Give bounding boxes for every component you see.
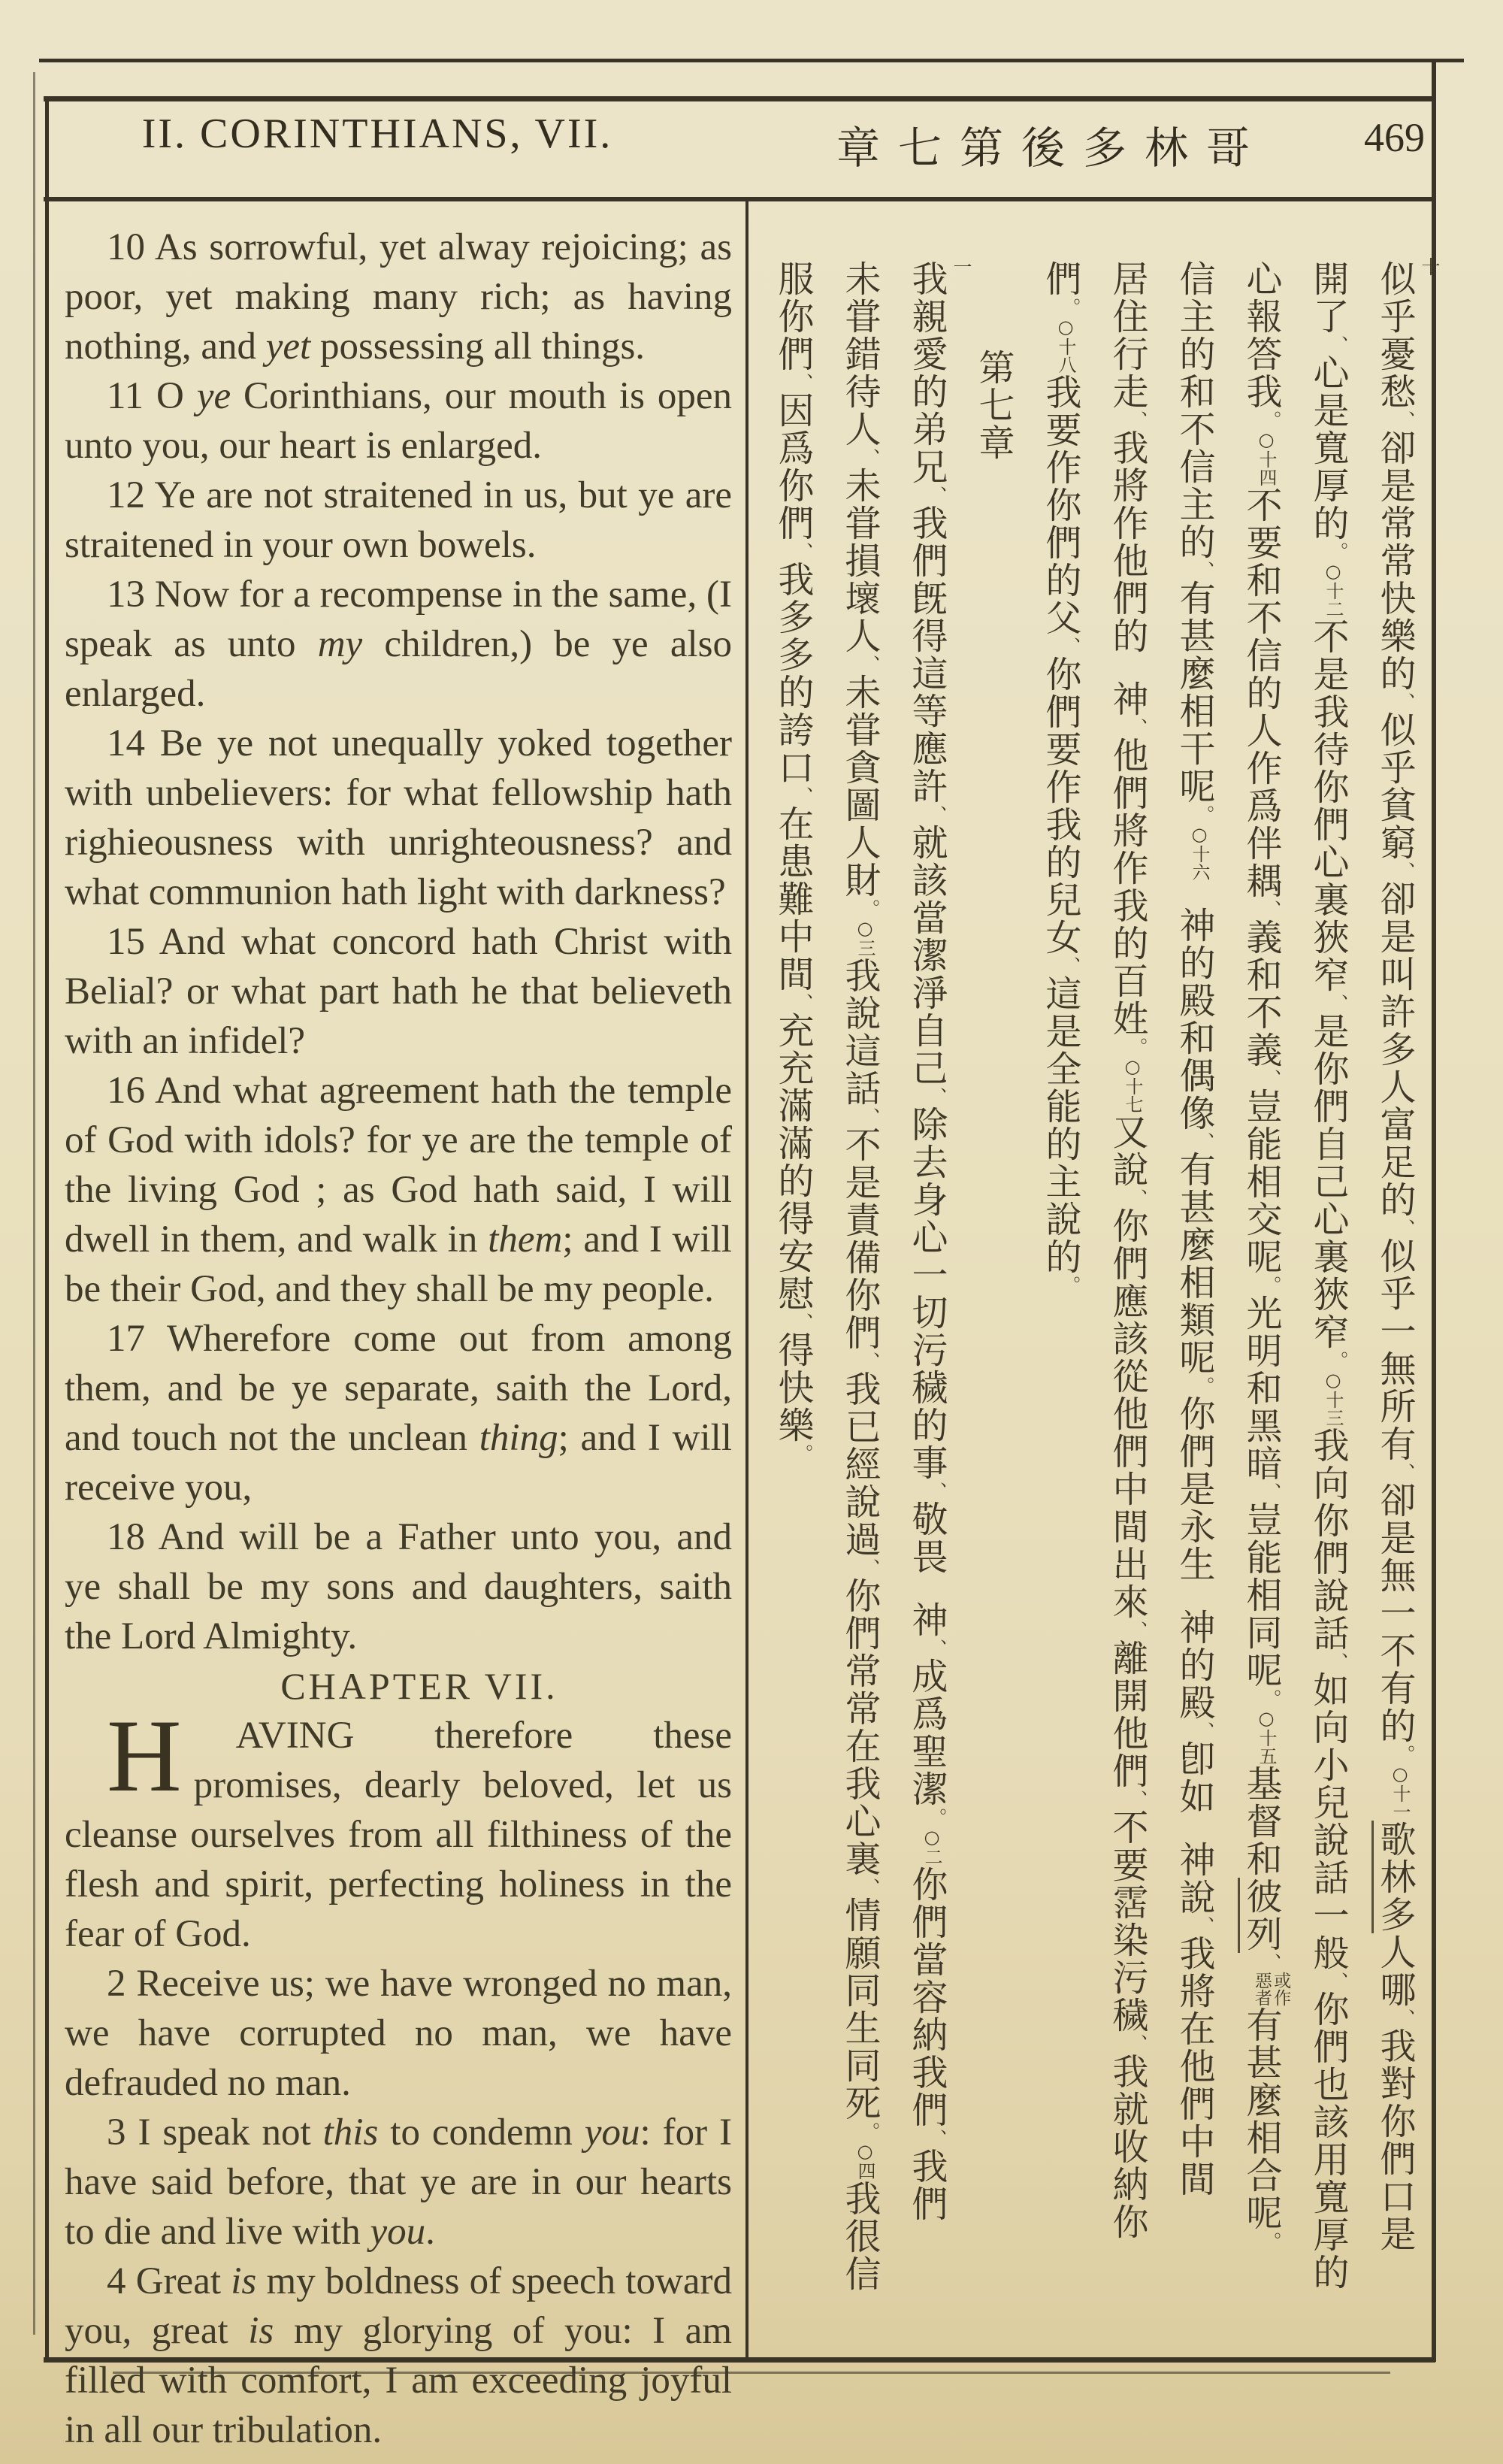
chinese-punctuation: 、 xyxy=(859,1352,881,1370)
chinese-text-run: 神說 xyxy=(1173,1841,1215,1916)
chinese-punctuation: 。 xyxy=(1260,1689,1282,1708)
chinese-text-run: 居住行走 xyxy=(1106,260,1148,410)
chinese-punctuation: 、 xyxy=(859,1558,881,1577)
verse-number-marker: ○十八 xyxy=(1055,316,1076,374)
chinese-text-run: 卻是無一不有的 xyxy=(1374,1482,1416,1745)
verse-paragraph: 14 Be ye not unequally yoked together with unbelievers: for what fellowship hath righieousness with unrighteousness? and what communion hath light with darkness? xyxy=(65,722,732,913)
verse-paragraph: 10 As sorrowful, yet alway rejoicing; as poor, yet making many rich; as having nothing, and yet possessing all things. xyxy=(65,226,732,368)
verse-number-marker: 一 xyxy=(951,257,972,276)
verse-paragraph: 15 And what concord hath Christ with Belial? or what part hath he that believeth with an infidel? xyxy=(65,921,732,1062)
chinese-text-run: 如向小兒說話一般 xyxy=(1307,1671,1349,1972)
chinese-punctuation: 、 xyxy=(1060,637,1081,655)
chinese-punctuation: 、 xyxy=(859,448,881,467)
chinese-text-run: 離開他們 xyxy=(1106,1639,1148,1790)
chinese-text-run: 情願同生同死 xyxy=(839,1896,881,2122)
chinese-text-run: 你們也該用寬厚的 xyxy=(1307,1990,1349,2291)
chinese-punctuation: 、 xyxy=(792,373,814,392)
chinese-text-run: 心報答我 xyxy=(1240,260,1282,410)
chinese-punctuation: 、 xyxy=(1327,1972,1349,1990)
chinese-punctuation: 、 xyxy=(1394,1463,1416,1482)
chinese-punctuation: 、 xyxy=(1126,410,1148,429)
chinese-text-column xyxy=(1093,260,1160,2365)
chinese-text-area xyxy=(758,257,1441,2365)
top-inner-border xyxy=(44,96,1435,101)
verse-paragraph: 11 O ye Corinthians, our mouth is open unto you, our heart is enlarged. xyxy=(65,375,732,467)
chinese-punctuation: 、 xyxy=(926,486,948,504)
verse-number-marker: 十 xyxy=(1419,257,1441,276)
honorific-space xyxy=(1193,1583,1195,1609)
chinese-punctuation: 、 xyxy=(1126,1621,1148,1639)
chinese-text-run: 光明和黑暗 xyxy=(1240,1294,1282,1482)
chinese-text-run: 似乎一無所有 xyxy=(1374,1237,1416,1463)
chinese-punctuation: 、 xyxy=(1327,994,1349,1013)
chinese-text-run: 我親愛的弟兄 xyxy=(906,260,948,486)
chinese-text-run: 他們將作我的百姓 xyxy=(1106,737,1148,1037)
chinese-text-run: 就該當潔淨自己 xyxy=(906,824,948,1087)
chinese-text-run: 我多多的誇口 xyxy=(772,561,814,786)
chinese-text-column xyxy=(893,257,972,2365)
chinese-text-run: 又說 xyxy=(1106,1113,1148,1188)
verse-paragraph: 16 And what agreement hath the temple of God with idols? for ye are the temple of the living God ; as God hath said, I will dwell in them, and walk in them; and I will be their God, and they shall be my people. xyxy=(65,1070,732,1310)
chinese-punctuation: 、 xyxy=(792,993,814,1012)
verse-number-marker: ○三 xyxy=(854,918,875,957)
chinese-text-column xyxy=(759,260,826,2365)
chinese-punctuation: 、 xyxy=(1260,900,1282,919)
chinese-text-run: 不要和不信的人作爲伴耦 xyxy=(1240,486,1282,900)
chinese-punctuation: 。 xyxy=(1327,1351,1349,1370)
chinese-text-run: 們 xyxy=(1039,260,1081,298)
chinese-text-column xyxy=(1160,260,1227,2365)
chapter7-verses xyxy=(65,1698,732,2455)
chinese-text-run: 除去身心一切污穢的事 xyxy=(906,1106,948,1482)
chinese-punctuation: 。 xyxy=(1327,542,1349,561)
chinese-text-run: 似乎憂愁 xyxy=(1374,260,1416,410)
chinese-text-run: 豈能相交呢 xyxy=(1240,1088,1282,1276)
chinese-punctuation: 。 xyxy=(1260,1276,1282,1294)
chinese-punctuation: 、 xyxy=(859,1878,881,1896)
chinese-text-run: 心是寬厚的 xyxy=(1307,354,1349,542)
chinese-text-run: 你們要作我的兒女 xyxy=(1039,655,1081,956)
chinese-text-run: 不要霑染污穢 xyxy=(1106,1809,1148,2034)
chinese-punctuation: 、 xyxy=(792,1312,814,1331)
proper-name-marked: 歌林多 xyxy=(1371,1821,1416,1933)
chinese-punctuation: 、 xyxy=(859,655,881,674)
chinese-punctuation: 、 xyxy=(1327,1652,1349,1671)
chinese-punctuation: 、 xyxy=(926,1482,948,1500)
chinese-text-run: 神 xyxy=(906,1601,948,1639)
chinese-punctuation: 、 xyxy=(1260,1482,1282,1501)
verse-paragraph: 2 Receive us; we have wronged no man, we have corrupted no man, we have defrauded no man. xyxy=(65,1963,732,2104)
chinese-text-run: 我們 xyxy=(906,2148,948,2223)
chinese-punctuation: 、 xyxy=(1193,1721,1215,1740)
chinese-punctuation: 、 xyxy=(792,786,814,805)
chinese-text-run: 我說這話 xyxy=(839,957,881,1107)
chinese-punctuation: 、 xyxy=(1394,1218,1416,1237)
chapter-heading: CHAPTER VII. xyxy=(280,1665,558,1707)
honorific-space xyxy=(1193,1815,1195,1841)
chinese-punctuation: 。 xyxy=(1126,1037,1148,1056)
chinese-text-run: 義和不義 xyxy=(1240,919,1282,1069)
chinese-text-run: 你們是永生 xyxy=(1173,1395,1215,1583)
chinese-punctuation: 、 xyxy=(1126,2034,1148,2053)
chinese-text-run: 不是我待你們心裏狹窄 xyxy=(1307,618,1349,994)
chinese-text-run: 成爲聖潔 xyxy=(906,1657,948,1808)
chinese-punctuation: 、 xyxy=(1193,1132,1215,1151)
chinese-text-run: 未甞貪圖人財 xyxy=(839,674,881,899)
verse-number-marker: ○十四 xyxy=(1256,429,1277,486)
chinese-text-run: 這是全能的主說的 xyxy=(1039,975,1081,1276)
chinese-text-run: 我向你們說話 xyxy=(1307,1427,1349,1652)
chinese-text-run: 神 xyxy=(1106,680,1148,718)
chinese-punctuation: 、 xyxy=(926,1639,948,1657)
chinese-text-column xyxy=(1294,260,1361,2365)
chinese-text-run: 信主的和不信主的 xyxy=(1173,260,1215,561)
honorific-space xyxy=(1193,881,1195,907)
chinese-text-run: 因爲你們 xyxy=(772,392,814,542)
chinese-text-run: 我將在他們中間 xyxy=(1173,1935,1215,2198)
chinese-text-run: 人哪 xyxy=(1374,1933,1416,2008)
running-title-chinese: 章七第後多林哥 xyxy=(836,123,1268,174)
chinese-text-run: 我將作他們的 xyxy=(1106,429,1148,655)
chinese-text-run: 我就收納你 xyxy=(1106,2053,1148,2241)
verse-number-marker: ○十一 xyxy=(1390,1763,1411,1821)
drop-cap-letter: H xyxy=(107,1698,182,1813)
honorific-space xyxy=(926,1576,927,1601)
chinese-text-run: 得快樂 xyxy=(772,1331,814,1444)
chinese-punctuation: 、 xyxy=(1193,1916,1215,1935)
chinese-punctuation: 。 xyxy=(926,1808,948,1827)
chinese-text-run: 開了 xyxy=(1307,260,1349,335)
chinese-punctuation: 、 xyxy=(1260,1069,1282,1088)
chinese-punctuation: 。 xyxy=(1260,410,1282,429)
verse-number-marker: ○二 xyxy=(921,1827,942,1866)
chinese-punctuation: 、 xyxy=(1394,692,1416,711)
chinese-punctuation: 、 xyxy=(1126,1790,1148,1809)
chinese-punctuation: 。 xyxy=(792,1444,814,1463)
chinese-chapter-heading-column xyxy=(960,260,1027,2365)
chinese-punctuation: 、 xyxy=(926,1087,948,1106)
chinese-text-run: 有甚麼相合呢 xyxy=(1240,2006,1282,2232)
chinese-text-run: 是你們自己心裏狹窄 xyxy=(1307,1013,1349,1351)
chinese-text-run: 敬畏 xyxy=(906,1500,948,1576)
verse-paragraph: 17 Wherefore come out from among them, and be ye separate, saith the Lord, and touch not the unclean thing; and I will receive you, xyxy=(65,1318,732,1509)
chinese-punctuation: 、 xyxy=(1394,2008,1416,2027)
chinese-text-run: 我已經說過 xyxy=(839,1370,881,1558)
chinese-punctuation: 、 xyxy=(926,805,948,824)
chinese-text-run: 我要作你們的父 xyxy=(1039,374,1081,637)
chinese-text-run: 我們旣得這等應許 xyxy=(906,504,948,805)
chinese-punctuation: 、 xyxy=(859,1107,881,1126)
chinese-text-run: 神的殿和偶像 xyxy=(1173,907,1215,1132)
chinese-text-run: 未甞錯待人 xyxy=(839,260,881,448)
interlinear-note: 或作 惡者 xyxy=(1252,1972,1291,2006)
chinese-punctuation: 。 xyxy=(1394,1745,1416,1763)
verse-number-marker: ○十七 xyxy=(1122,1056,1143,1113)
chinese-punctuation: 、 xyxy=(1394,410,1416,429)
chinese-text-run: 卻是常常快樂的 xyxy=(1374,429,1416,692)
chinese-text-column xyxy=(1227,260,1294,2365)
chinese-punctuation: 。 xyxy=(1060,1276,1081,1294)
verse-paragraph: 13 Now for a recompense in the same, (I speak as unto my children,) be ye also enlarged. xyxy=(65,574,732,715)
right-border xyxy=(1432,59,1436,2362)
chinese-punctuation: 、 xyxy=(1060,956,1081,975)
chinese-text-run: 不是責備你們 xyxy=(839,1126,881,1352)
verse-number-marker: ○十六 xyxy=(1189,824,1210,881)
chinese-text-run: 服你們 xyxy=(772,260,814,373)
chinese-text-run: 我對你們口是 xyxy=(1374,2027,1416,2253)
honorific-space xyxy=(1126,655,1128,680)
chinese-text-run: 第七章 xyxy=(972,349,1015,462)
chinese-punctuation: 、 xyxy=(1260,1953,1282,1972)
chinese-text-run: 似乎貧窮 xyxy=(1374,711,1416,861)
verse-paragraph: 18 And will be a Father unto you, and ye shall be my sons and daughters, saith the Lord Almighty. xyxy=(65,1516,732,1657)
english-text-column xyxy=(65,222,732,2455)
verse-number-marker: ○四 xyxy=(854,2141,875,2180)
chinese-text-run: 有甚麼相干呢 xyxy=(1173,580,1215,805)
chinese-punctuation: 。 xyxy=(1060,298,1081,316)
chinese-punctuation: 。 xyxy=(1193,1376,1215,1395)
chinese-text-run: 豈能相同呢 xyxy=(1240,1501,1282,1689)
chinese-text-run: 有甚麼相類呢 xyxy=(1173,1151,1215,1376)
chinese-text-column xyxy=(1361,257,1441,2365)
chinese-text-run: 未甞損壞人 xyxy=(839,467,881,655)
left-outer-border xyxy=(33,72,35,2335)
chinese-text-run: 你們常常在我心裏 xyxy=(839,1577,881,1878)
chinese-punctuation: 。 xyxy=(1193,805,1215,824)
verse-number-marker: ○十三 xyxy=(1323,1370,1344,1427)
chinese-punctuation: 、 xyxy=(1327,335,1349,354)
chinese-punctuation: 、 xyxy=(1126,1188,1148,1207)
chinese-text-run: 卻是叫許多人富足的 xyxy=(1374,880,1416,1218)
chinese-punctuation: 。 xyxy=(1260,2232,1282,2251)
chinese-punctuation: 。 xyxy=(859,2122,881,2141)
chinese-punctuation: 、 xyxy=(1193,561,1215,580)
chinese-punctuation: 。 xyxy=(859,899,881,918)
chinese-text-column xyxy=(1027,260,1093,2365)
chinese-text-run: 充充滿滿的得安慰 xyxy=(772,1012,814,1312)
proper-name-marked: 彼列 xyxy=(1238,1878,1282,1953)
center-divider xyxy=(745,199,748,2360)
verse-number-marker: ○十二 xyxy=(1323,561,1344,618)
verse-paragraph: 4 Great is my boldness of speech toward you, great is my glorying of you: I am filled with comfort, I am exceeding joyful in all our tribulation. xyxy=(65,2260,732,2451)
chinese-text-run: 基督和 xyxy=(1240,1765,1282,1878)
verse-number-marker: ○十五 xyxy=(1256,1708,1277,1765)
chinese-text-run: 神的殿 xyxy=(1173,1609,1215,1721)
chinese-text-run: 在患難中間 xyxy=(772,805,814,993)
chapter6-verses xyxy=(65,222,732,1661)
column-top-spacer xyxy=(993,260,994,349)
chinese-punctuation: 、 xyxy=(1126,718,1148,737)
page-number: 469 xyxy=(1364,115,1425,160)
chinese-punctuation: 、 xyxy=(1394,861,1416,880)
chinese-text-run: 你們當容納我們 xyxy=(906,1866,948,2129)
verse-paragraph: 3 I speak not this to condemn you: for I have said before, that ye are in our hearts to die and live with you. xyxy=(65,2111,732,2253)
left-border xyxy=(45,96,49,2362)
chinese-text-run: 卽如 xyxy=(1173,1740,1215,1815)
header-divider xyxy=(44,197,1435,201)
verse-paragraph: 12 Ye are not straitened in us, but ye are straitened in your own bowels. xyxy=(65,474,732,566)
chinese-text-run: 我很信 xyxy=(839,2180,881,2293)
chinese-text-column xyxy=(826,260,893,2365)
top-outer-border xyxy=(39,59,1464,62)
chinese-punctuation: 、 xyxy=(926,2129,948,2148)
chapter-opening-paragraph: H AVING therefore these promises, dearly beloved, let us cleanse ourselves from all filthiness of the flesh and spirit, perfecting holiness in the fear of God. xyxy=(65,1698,732,1955)
chinese-text-run: 你們應該從他們中間出來 xyxy=(1106,1207,1148,1621)
running-title-english: II. CORINTHIANS, VII. xyxy=(141,110,613,157)
chinese-punctuation: 、 xyxy=(792,542,814,561)
